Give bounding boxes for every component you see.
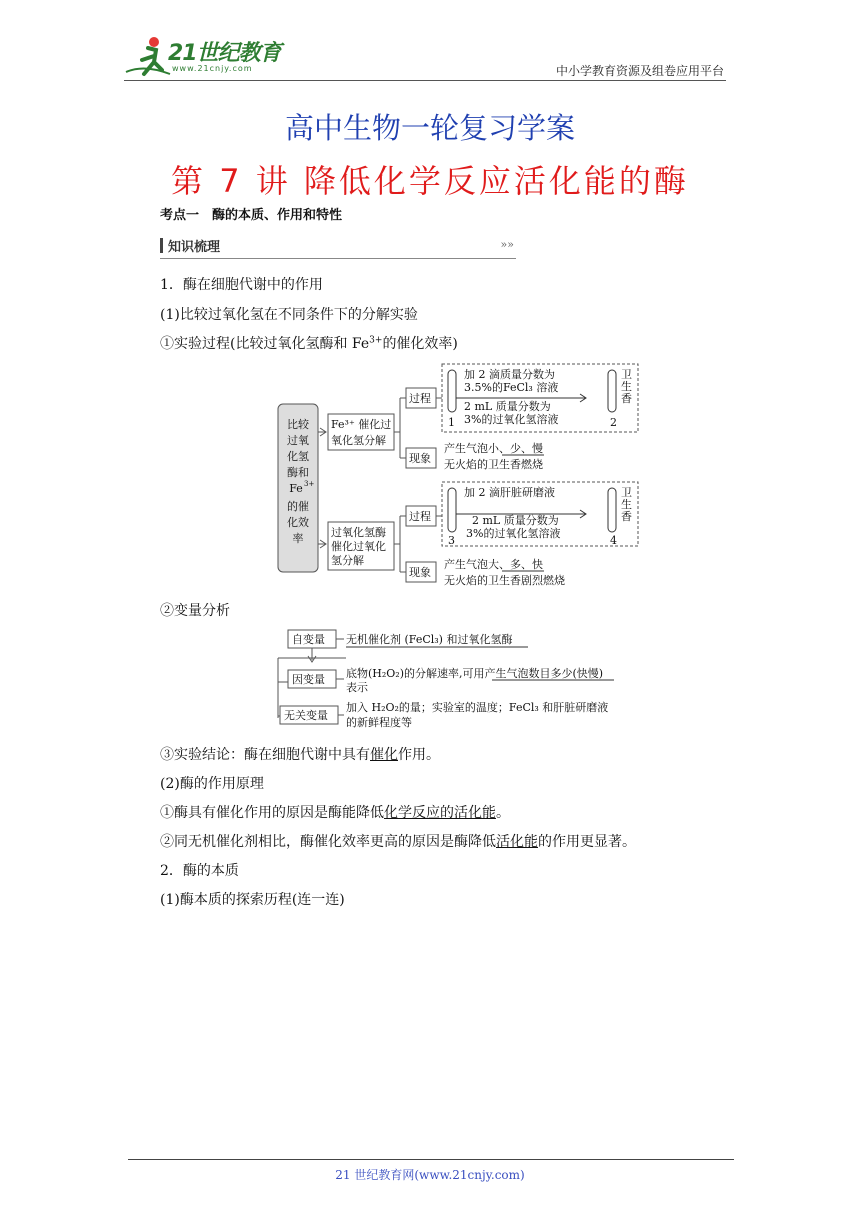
- box-text: 氢分解: [331, 554, 364, 567]
- tube-label: 1: [448, 416, 455, 429]
- box-text: 催化过氧化: [331, 540, 386, 553]
- lecture-title: 第 7 讲 降低化学反应活化能的酶: [171, 162, 689, 200]
- test-tube-icon: [608, 370, 616, 412]
- logo-url: www.21cnjy.com: [172, 64, 253, 73]
- variable-desc: 加入 H₂O₂的量；实验室的温度；FeCl₃ 和肝脏研磨液: [346, 701, 609, 714]
- tube-label: 3: [448, 534, 455, 547]
- process-text: 2 mL 质量分数为: [472, 514, 559, 527]
- underlined-answer: 活化能: [496, 834, 538, 850]
- text-span: ③实验结论：酶在细胞代谢中具有: [160, 747, 370, 763]
- paragraph: ②变量分析: [160, 603, 230, 619]
- variable-label: 因变量: [292, 673, 325, 686]
- incense-text: 香: [621, 510, 632, 523]
- text-span: 的作用更显著。: [538, 834, 636, 850]
- phenomenon-label: 现象: [409, 452, 431, 465]
- process-text: 3.5%的FeCl₃ 溶液: [464, 381, 559, 394]
- phenomenon-label: 现象: [409, 566, 431, 579]
- box-text: 过氧化氢酶: [331, 526, 386, 539]
- process-text: 2 mL 质量分数为: [464, 400, 551, 413]
- underlined-answer: 化学反应的活化能: [384, 805, 496, 821]
- text-span: 的催化效率): [382, 336, 458, 352]
- paragraph: [160, 802, 510, 822]
- process-text: 加 2 滴质量分数为: [464, 368, 555, 381]
- text-span: ②同无机催化剂相比，酶催化效率更高的原因是酶降低: [160, 834, 496, 850]
- text-span: ①酶具有催化作用的原因是酶能降低: [160, 805, 384, 821]
- root-line: 化效: [287, 516, 309, 529]
- root-line: 过氧: [287, 434, 309, 447]
- tube-label: 4: [610, 534, 617, 547]
- incense-text: 卫: [621, 486, 632, 499]
- paragraph: (2)酶的作用原理: [160, 776, 264, 792]
- process-label: 过程: [409, 510, 431, 523]
- test-tube-icon: [448, 370, 456, 412]
- tube-label: 2: [610, 416, 617, 429]
- variable-desc: 的新鲜程度等: [346, 716, 412, 729]
- paragraph: 1．酶在细胞代谢中的作用: [160, 277, 323, 293]
- root-line: 化氢: [287, 450, 309, 463]
- process-text: 加 2 滴肝脏研磨液: [464, 486, 555, 499]
- paragraph: [160, 831, 636, 851]
- paragraph: 2．酶的本质: [160, 863, 239, 879]
- logo-text: 21世纪教育: [168, 41, 281, 66]
- footer-divider: [128, 1159, 734, 1160]
- header-divider: [124, 80, 726, 81]
- root-line: 酶和: [287, 466, 309, 479]
- bar-mark: [160, 238, 163, 253]
- text-span: ①实验过程(比较过氧化氢酶和 Fe: [160, 336, 370, 352]
- root-line: 率: [292, 532, 304, 545]
- variable-desc: 表示: [346, 681, 368, 694]
- footer-link[interactable]: 21 世纪教育网(www.21cnjy.com): [335, 1168, 525, 1182]
- incense-text: 香: [621, 392, 632, 405]
- paragraph: [160, 333, 458, 353]
- section-heading: 考点一 酶的本质、作用和特性: [160, 208, 343, 223]
- knowledge-bar-label: 知识梳理: [168, 240, 221, 255]
- incense-text: 生: [621, 498, 632, 511]
- box-text: 氧化氢分解: [331, 434, 386, 447]
- double-arrow-icon: »»: [500, 238, 514, 251]
- paragraph: [160, 744, 440, 764]
- variable-desc: 底物(H₂O₂)的分解速率,可用产生气泡数目多少(快慢): [346, 667, 604, 680]
- phenomenon-text: 无火焰的卫生香剧烈燃烧: [444, 574, 565, 587]
- variable-desc: 无机催化剂 (FeCl₃) 和过氧化氢酶: [346, 633, 513, 646]
- experiment-diagram: [276, 358, 646, 590]
- root-sup: 3+: [304, 480, 315, 488]
- text-span: 作用。: [398, 747, 440, 763]
- paragraph: (1)酶本质的探索历程(连一连): [160, 892, 345, 908]
- knowledge-bar: [160, 236, 516, 259]
- root-line: 的催: [287, 500, 309, 513]
- superscript: 3+: [369, 335, 383, 346]
- phenomenon-text: 产生气泡小、少、慢: [444, 442, 543, 455]
- root-line: Fe: [289, 482, 303, 495]
- variable-diagram: [276, 626, 626, 730]
- underlined-answer: 催化: [370, 747, 398, 763]
- variable-label: 无关变量: [284, 709, 328, 722]
- incense-text: 生: [621, 380, 632, 393]
- incense-text: 卫: [621, 368, 632, 381]
- test-tube-icon: [448, 488, 456, 532]
- variable-label: 自变量: [292, 633, 325, 646]
- paragraph: (1)比较过氧化氢在不同条件下的分解实验: [160, 307, 418, 323]
- phenomenon-text: 产生气泡大、多、快: [444, 558, 543, 571]
- box-text: Fe³⁺ 催化过: [331, 418, 392, 431]
- process-text: 3%的过氧化氢溶液: [464, 413, 559, 426]
- platform-name: 中小学教育资源及组卷应用平台: [555, 64, 724, 78]
- test-tube-icon: [608, 488, 616, 532]
- text-span: 。: [496, 805, 510, 821]
- process-text: 3%的过氧化氢溶液: [466, 527, 561, 540]
- page-title: 高中生物一轮复习学案: [284, 111, 575, 145]
- root-line: 比较: [287, 418, 309, 431]
- process-label: 过程: [409, 392, 431, 405]
- phenomenon-text: 无火焰的卫生香燃烧: [444, 458, 543, 471]
